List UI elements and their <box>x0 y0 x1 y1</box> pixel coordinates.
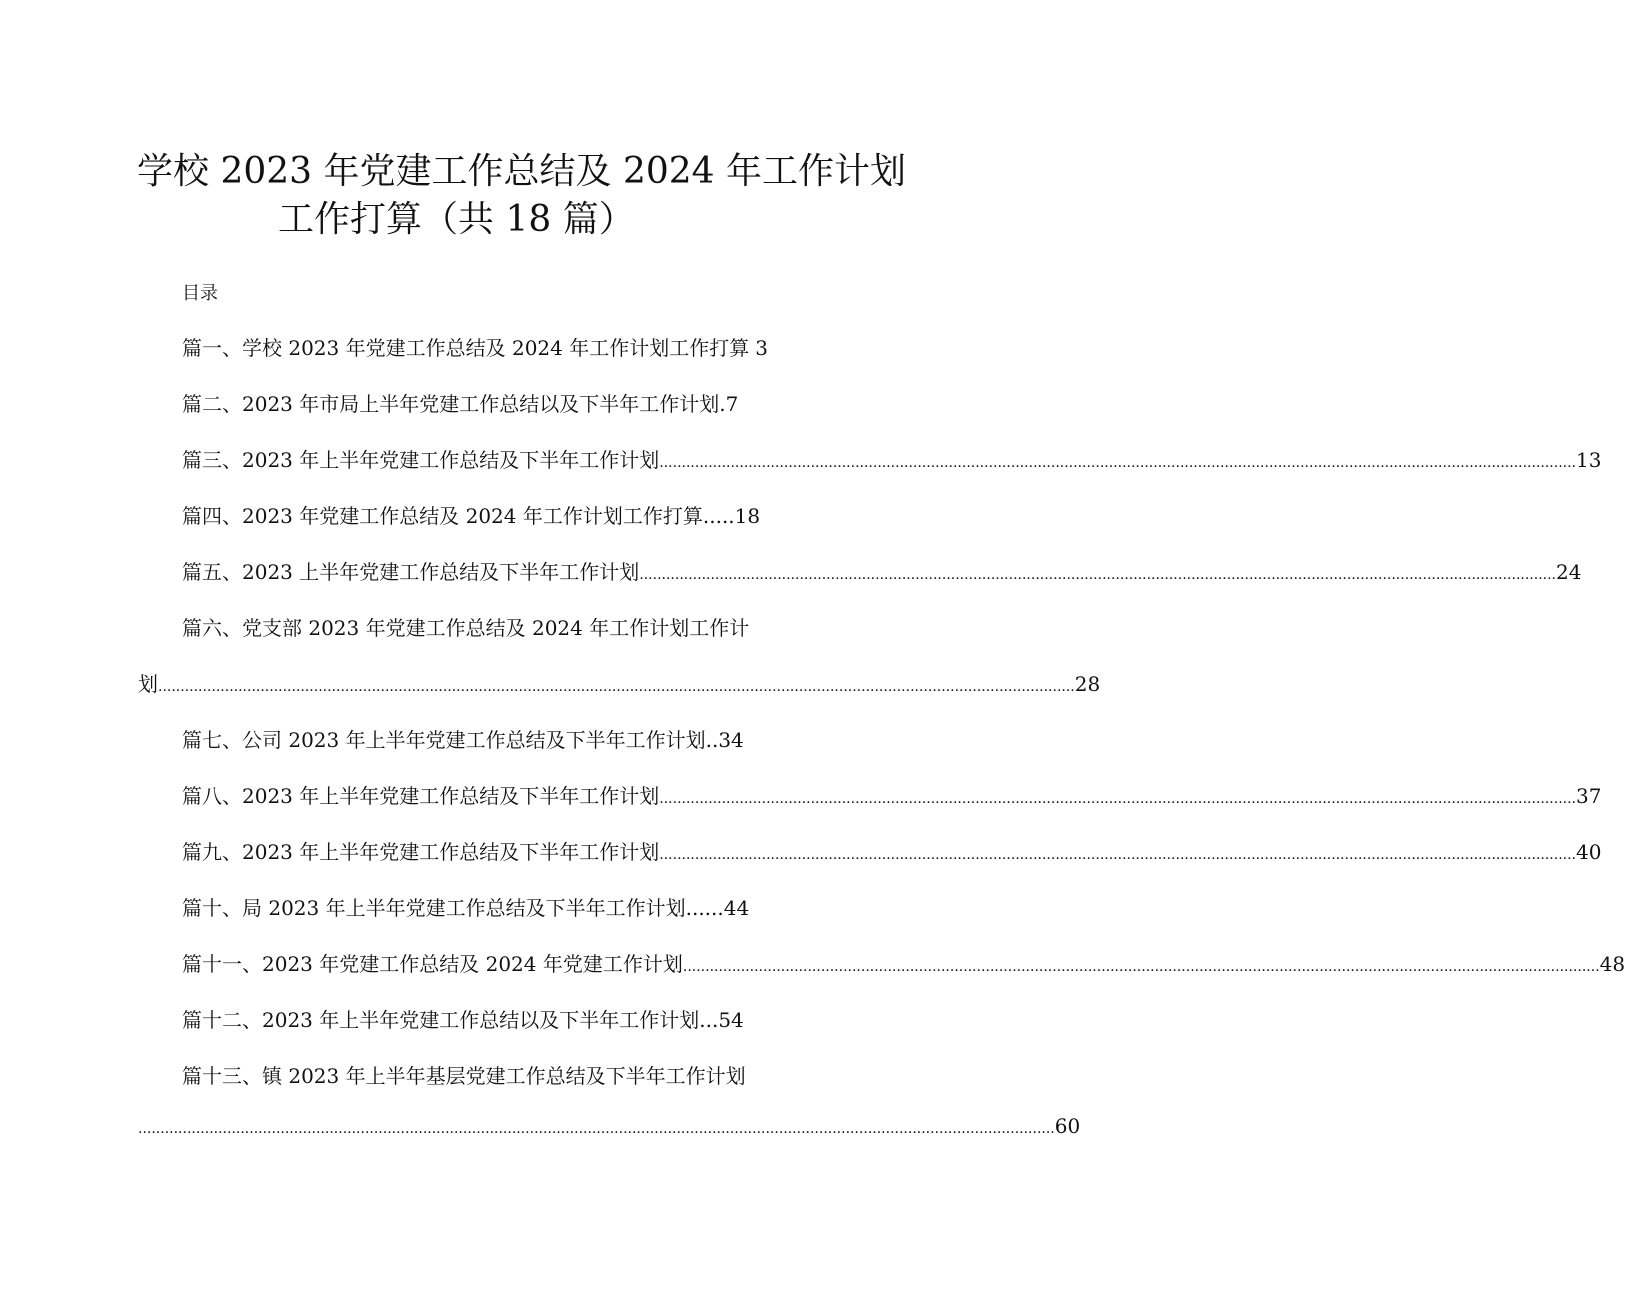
toc-entry[interactable] <box>182 1061 762 1091</box>
toc-entry-continuation[interactable] <box>138 669 1101 702</box>
toc-entry[interactable] <box>182 893 750 923</box>
toc-entry[interactable] <box>182 557 1582 590</box>
toc-entry-page: 7 <box>725 392 739 416</box>
document-title-line-2: 工作打算（共 18 篇） <box>278 199 635 240</box>
toc-entry[interactable] <box>182 445 1602 478</box>
toc-entry[interactable] <box>182 781 1602 814</box>
toc-entry-page: 28 <box>1074 672 1101 696</box>
toc-entry-title: 篇十二、2023 年上半年党建工作总结以及下半年工作计划... <box>182 1008 719 1032</box>
toc-entry-page: 24 <box>1556 560 1582 584</box>
toc-entry-title: 篇九、2023 年上半年党建工作总结及下半年工作计划 <box>182 840 660 864</box>
toc-entry-page: 3 <box>755 336 768 360</box>
toc-dot-leader: .............................................................................................................................................................................................................. <box>682 959 1600 975</box>
toc-entry[interactable] <box>182 949 1625 982</box>
toc-entry-title-continued: 划 <box>138 672 158 696</box>
toc-entry-title: 篇五、2023 上半年党建工作总结及下半年工作计划 <box>182 560 640 584</box>
toc-entry-page: 18 <box>734 504 761 528</box>
toc-entry[interactable] <box>182 613 750 643</box>
toc-entry[interactable] <box>182 389 742 419</box>
toc-entry-title: 篇十、局 2023 年上半年党建工作总结及下半年工作计划...... <box>182 896 724 920</box>
toc-entry-title: 篇三、2023 年上半年党建工作总结及下半年工作计划 <box>182 448 660 472</box>
toc-entry-title: 篇一、学校 2023 年党建工作总结及 2024 年工作计划工作打算 <box>182 336 750 360</box>
toc-entry-page: 13 <box>1576 448 1602 472</box>
toc-entry[interactable] <box>182 1005 742 1035</box>
toc-entry-continuation[interactable] <box>138 1111 1081 1144</box>
toc-entry-page: 37 <box>1576 784 1602 808</box>
toc-entry-page: 54 <box>718 1008 744 1032</box>
toc-entry-page: 34 <box>718 728 744 752</box>
toc-entry-page: 44 <box>723 896 750 920</box>
document-title-line-1: 学校 2023 年党建工作总结及 2024 年工作计划 <box>137 151 907 192</box>
toc-entry[interactable] <box>182 501 761 531</box>
toc-entry-page: 48 <box>1599 952 1625 976</box>
toc-dot-leader: .............................................................................................................................................................................................................. <box>659 791 1577 807</box>
toc-entry-page: 60 <box>1054 1114 1081 1138</box>
toc-dot-leader: .............................................................................................................................................................................................................. <box>659 455 1577 471</box>
toc-entry-title: 篇十一、2023 年党建工作总结及 2024 年党建工作计划 <box>182 952 683 976</box>
toc-entry-title: 篇四、2023 年党建工作总结及 2024 年工作计划工作打算..... <box>182 504 735 528</box>
toc-heading: 目录 <box>182 283 218 304</box>
toc-dot-leader: .............................................................................................................................................................................................................. <box>158 679 1075 695</box>
toc-dot-leader: .............................................................................................................................................................................................................. <box>659 847 1577 863</box>
toc-entry-title: 篇二、2023 年市局上半年党建工作总结以及下半年工作计划. <box>182 392 726 416</box>
toc-dot-leader: .............................................................................................................................................................................................................. <box>639 567 1557 583</box>
toc-entry-title: 篇八、2023 年上半年党建工作总结及下半年工作计划 <box>182 784 660 808</box>
toc-entry-title: 篇十三、镇 2023 年上半年基层党建工作总结及下半年工作计划 <box>182 1064 746 1088</box>
toc-entry[interactable] <box>182 837 1602 870</box>
toc-entry-title: 篇七、公司 2023 年上半年党建工作总结及下半年工作计划.. <box>182 728 719 752</box>
toc-entry-page: 40 <box>1576 840 1602 864</box>
toc-entry[interactable] <box>182 725 742 755</box>
toc-dot-leader: .............................................................................................................................................................................................................. <box>138 1121 1055 1137</box>
toc-entry-title: 篇六、党支部 2023 年党建工作总结及 2024 年工作计划工作计 <box>182 616 750 640</box>
toc-entry[interactable] <box>182 333 768 363</box>
